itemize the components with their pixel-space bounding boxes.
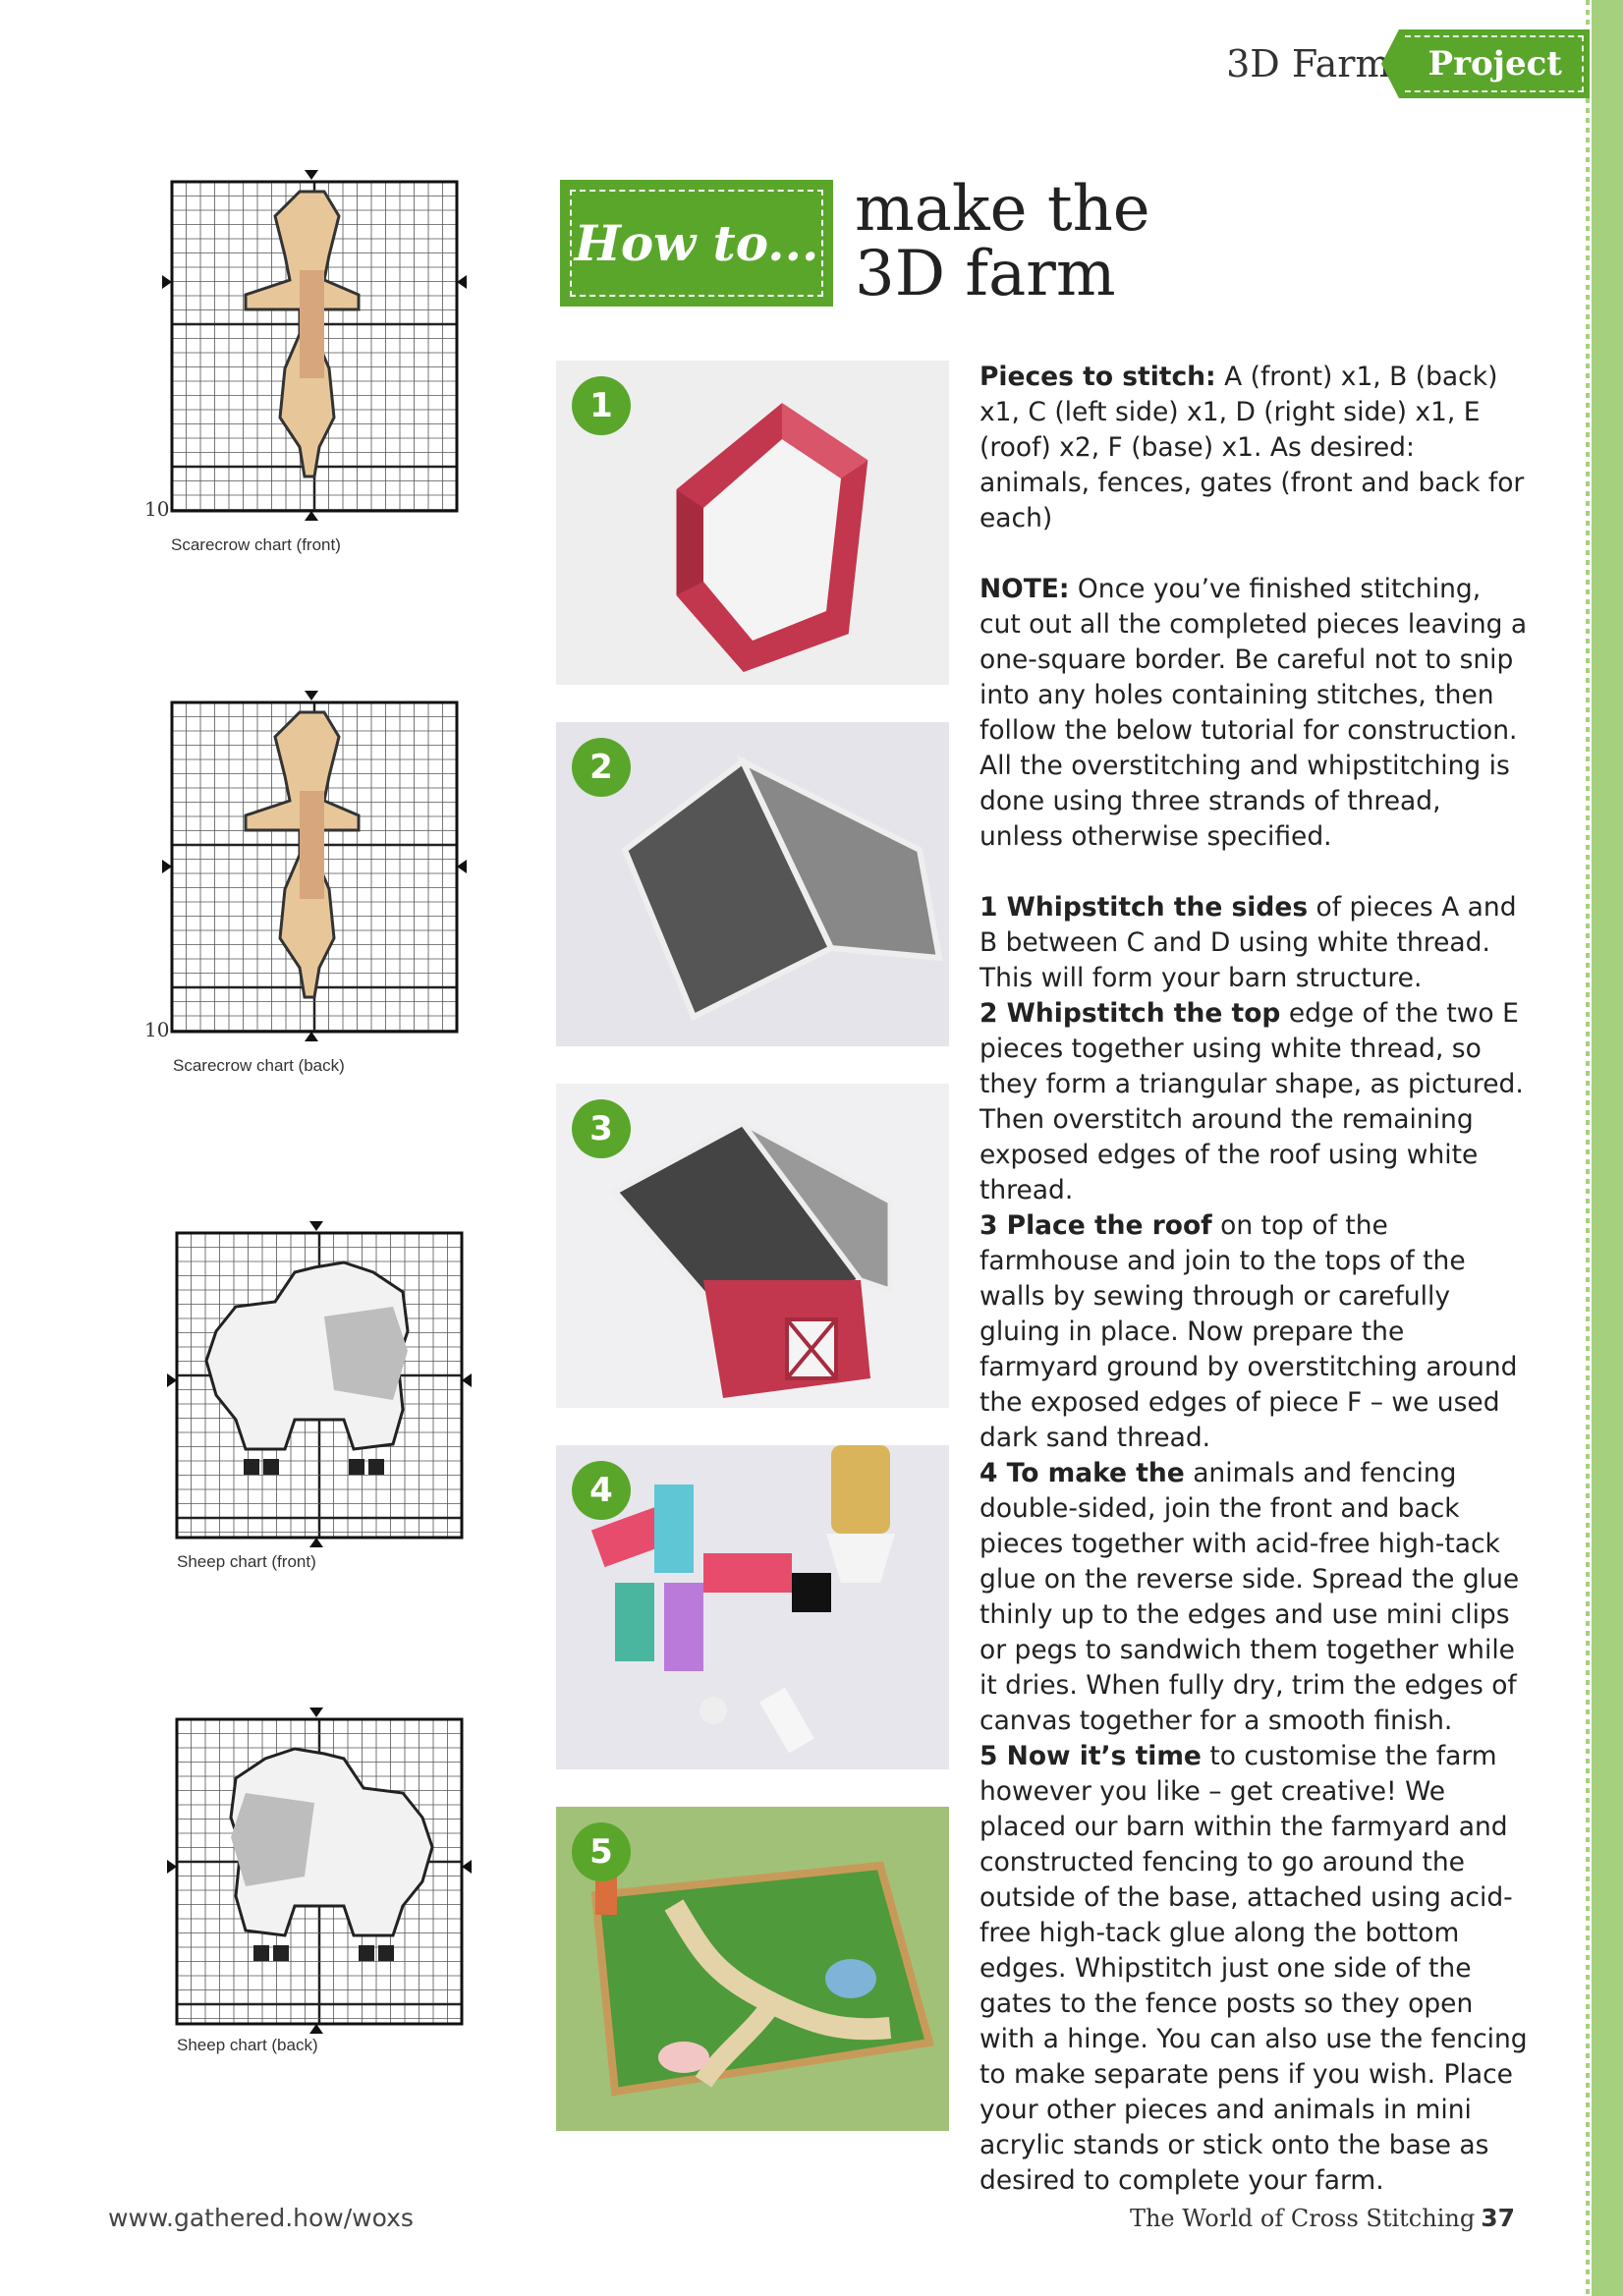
step-photo-2 <box>556 722 949 1046</box>
step-4-body: animals and fencing double-sided, join the front and back pieces together with acid-free high-tack glue on the reverse side. Spread the glue thinly up to the edges and use mini clips or pegs to sandwich them together while it dries. When fully dry, trim the edges of canvas together for a smooth finish. <box>979 1458 1520 1736</box>
step-2-label: 2 Whipstitch the top <box>979 998 1281 1029</box>
chart-caption: Scarecrow chart (back) <box>173 1056 345 1075</box>
chart-row-number: 10 <box>144 497 170 521</box>
step-4-text <box>979 1456 1530 1739</box>
magazine-name: The World of Cross Stitching <box>1129 2205 1476 2232</box>
page-edge-stripe <box>1592 0 1623 2296</box>
note-paragraph <box>979 572 1530 855</box>
pieces-body: A (front) x1, B (back) x1, C (left side) x1, D (right side) x1, E (roof) x2, F (base) x1. As desired: animals, fences, gates (front and back for each) <box>979 362 1525 533</box>
step-photo-3 <box>556 1084 949 1408</box>
note-label: NOTE: <box>979 574 1070 604</box>
section-title: 3D Farm <box>1226 42 1391 85</box>
chart-caption: Sheep chart (back) <box>177 2036 318 2054</box>
step-2-text <box>979 996 1530 1208</box>
scarecrow-chart-front <box>152 162 476 531</box>
step-number-badge: 1 <box>572 376 631 435</box>
chart-caption: Sheep chart (front) <box>177 1552 316 1571</box>
pieces-label: Pieces to stitch: <box>979 362 1216 392</box>
step-1-label: 1 Whipstitch the sides <box>979 892 1309 923</box>
page-number: 37 <box>1481 2204 1515 2232</box>
step-photo-1 <box>556 361 949 685</box>
instructions-text <box>979 360 1530 2199</box>
note-body: Once you’ve finished stitching, cut out all the completed pieces leaving a one-square border. Be careful not to snip into any holes containing stitches, then follow the below tutorial for construction. All the overstitching and whipstitching is done using three strands of thread, unless otherwise specified. <box>979 574 1528 852</box>
step-3-body: on top of the farmhouse and join to the tops of the walls by sewing through or carefully gluing in place. Now prepare the farmyard ground by overstitching around the exposed edges of piece F – we used dark sand thread. <box>979 1210 1518 1453</box>
step-1-text <box>979 890 1530 996</box>
step-1-body: of pieces A and B between C and D using white thread. This will form your barn structure. <box>979 892 1517 993</box>
title-line-1: make the <box>855 173 1150 246</box>
step-5-body: to customise the farm however you like – get creative! We placed our barn within the farmyard and constructed fencing to go around the outside of the base, attached using acid-free high-tack glue along the bottom edges. Whipstitch just one side of the gates to the fence posts so they open with a hinge. You can also use the fencing to make separate pens if you wish. Place your other pieces and animals in mini acrylic stands or stick onto the base as desired to complete your farm. <box>979 1741 1528 2196</box>
step-5-label: 5 Now it’s time <box>979 1741 1202 1771</box>
section-tag: Project <box>1399 29 1591 98</box>
step-number-badge: 3 <box>572 1099 631 1158</box>
sheep-chart-front <box>157 1213 481 1557</box>
step-number-badge: 2 <box>572 738 631 797</box>
scarecrow-chart-back <box>152 683 476 1051</box>
step-photo-5 <box>556 1807 949 2131</box>
step-number-badge: 5 <box>572 1822 631 1881</box>
sheep-chart-back <box>157 1700 481 2044</box>
chart-row-number: 10 <box>144 1018 170 1041</box>
step-3-text <box>979 1208 1530 1456</box>
chart-caption: Scarecrow chart (front) <box>171 535 341 554</box>
step-3-label: 3 Place the roof <box>979 1210 1212 1241</box>
pieces-paragraph <box>979 360 1530 536</box>
step-photo-4 <box>556 1445 949 1769</box>
page-title <box>855 173 1150 310</box>
step-2-body: edge of the two E pieces together using white thread, so they form a triangular shape, as pictured. Then overstitch around the remaining exposed edges of the roof using white thread. <box>979 998 1524 1205</box>
step-4-label: 4 To make the <box>979 1458 1185 1488</box>
step-number-badge: 4 <box>572 1461 631 1520</box>
howto-label: How to... <box>570 190 823 297</box>
section-header <box>1226 29 1590 98</box>
howto-badge <box>560 180 833 307</box>
footer-url: www.gathered.how/woxs <box>108 2204 414 2232</box>
footer-publication <box>1130 2204 1515 2232</box>
title-line-2: 3D farm <box>855 238 1116 310</box>
step-5-text <box>979 1739 1530 2199</box>
